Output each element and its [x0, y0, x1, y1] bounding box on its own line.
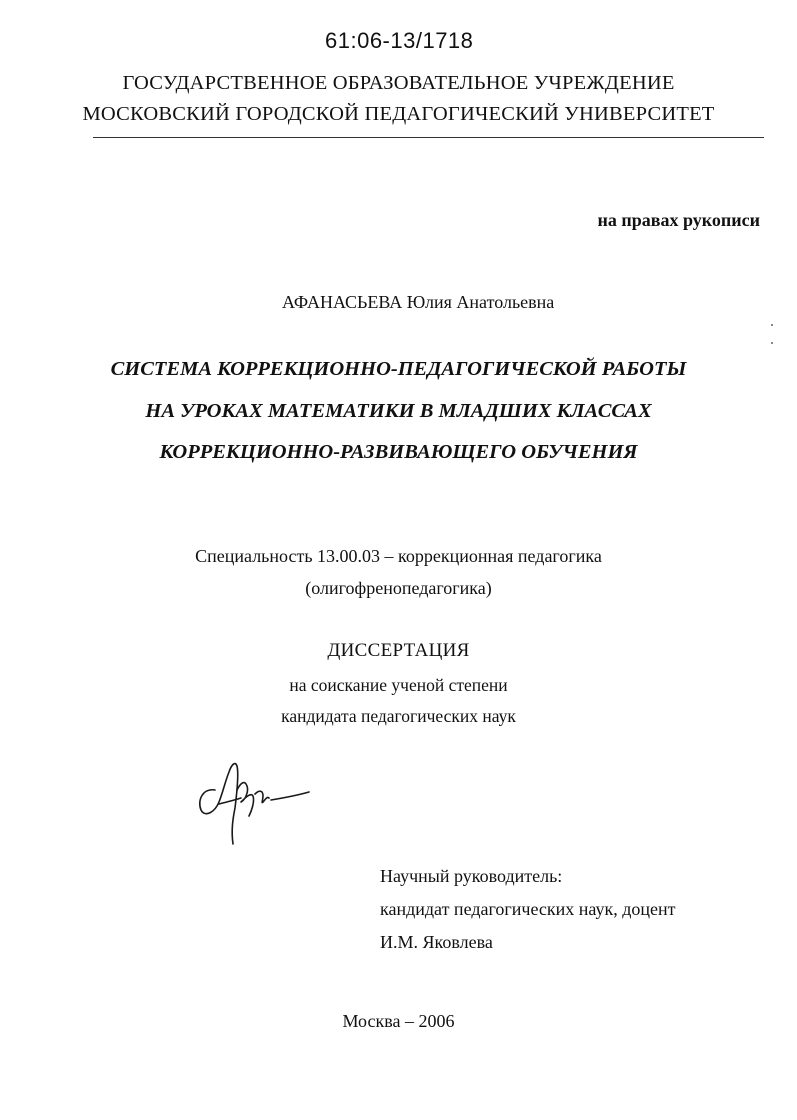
- institution-line-2: МОСКОВСКИЙ ГОРОДСКОЙ ПЕДАГОГИЧЕСКИЙ УНИВЕРСИТЕТ: [82, 103, 715, 125]
- title-line-3: КОРРЕКЦИОННО-РАЗВИВАЮЩЕГО ОБУЧЕНИЯ: [159, 441, 638, 463]
- degree-line-2: кандидата педагогических наук: [281, 706, 516, 726]
- author-name: АФАНАСЬЕВА Юлия Анатольевна: [282, 292, 555, 312]
- supervisor-degree: кандидат педагогических наук, доцент: [380, 899, 676, 919]
- supervisor-label: Научный руководитель:: [380, 866, 563, 886]
- title-line-2: НА УРОКАХ МАТЕМАТИКИ В МЛАДШИХ КЛАССАХ: [145, 400, 652, 422]
- scan-speck: [771, 324, 773, 326]
- header-divider: [93, 137, 764, 138]
- manuscript-note: на правах рукописи: [597, 210, 760, 230]
- catalog-number: 61:06-13/1718: [325, 28, 474, 53]
- specialty-line-1: Специальность 13.00.03 – коррекционная педагогика: [195, 546, 602, 566]
- specialty-line-2: (олигофренопедагогика): [305, 578, 492, 598]
- degree-line-1: на соискание ученой степени: [289, 675, 508, 695]
- place-and-year: Москва – 2006: [342, 1011, 455, 1031]
- supervisor-name: И.М. Яковлева: [380, 932, 493, 952]
- institution-line-1: ГОСУДАРСТВЕННОЕ ОБРАЗОВАТЕЛЬНОЕ УЧРЕЖДЕНИЕ: [122, 72, 675, 94]
- title-line-1: СИСТЕМА КОРРЕКЦИОННО-ПЕДАГОГИЧЕСКОЙ РАБОТЫ: [110, 358, 687, 380]
- scan-speck: [771, 342, 773, 344]
- dissertation-heading: ДИССЕРТАЦИЯ: [327, 640, 470, 661]
- handwritten-signature: [193, 752, 318, 852]
